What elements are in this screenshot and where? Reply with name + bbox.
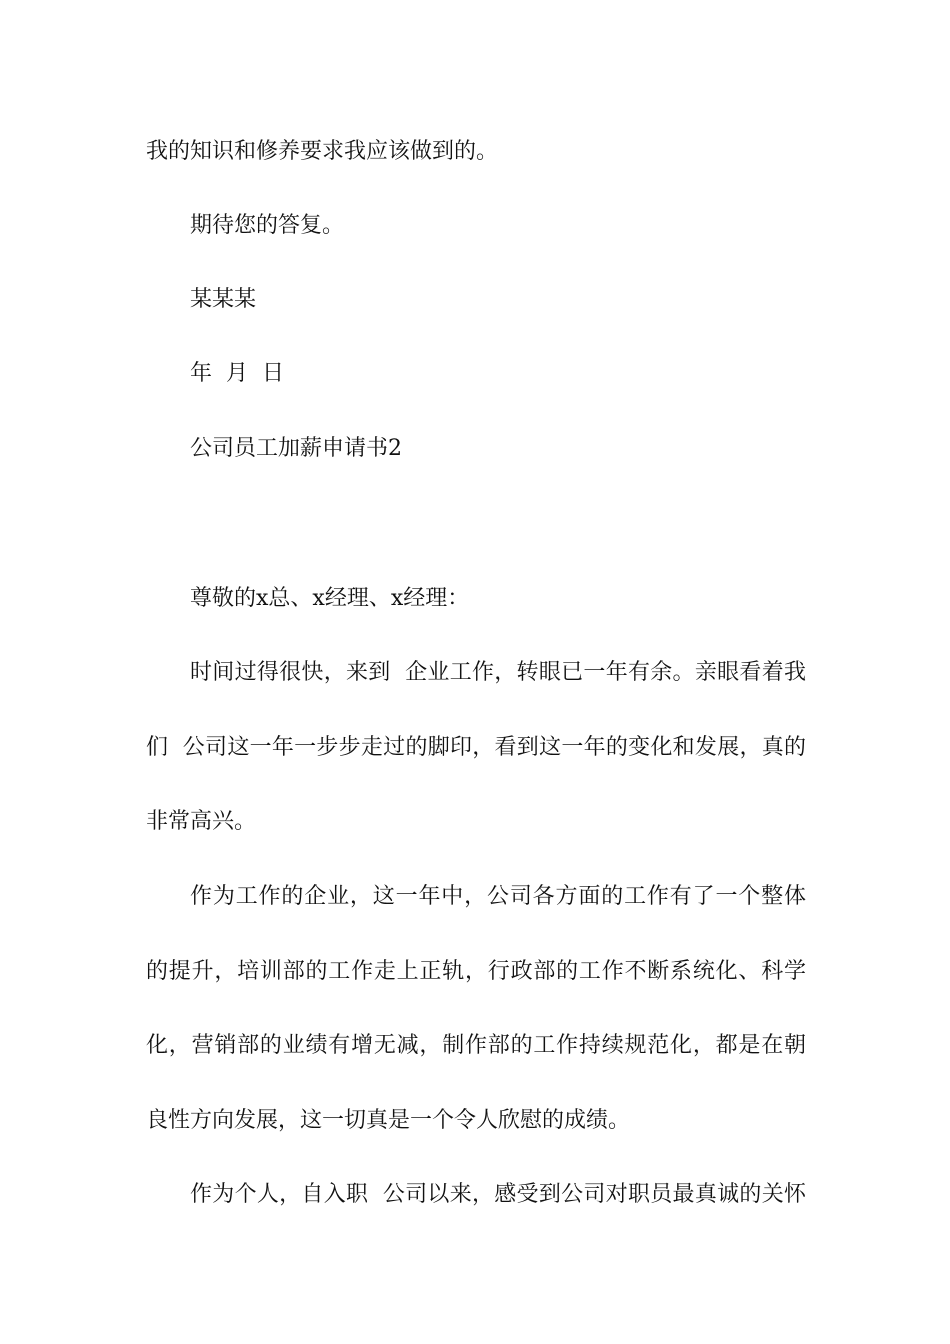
paragraph-line: 们 公司这一年一步步走过的脚印，看到这一年的变化和发展，真的 xyxy=(146,735,806,760)
paragraph-line: 作为工作的企业，这一年中，公司各方面的工作有了一个整体 xyxy=(190,884,806,909)
signature-date: 年 月 日 xyxy=(190,361,284,386)
paragraph-line: 良性方向发展，这一切真是一个令人欣慰的成绩。 xyxy=(146,1108,631,1133)
paragraph-line: 非常高兴。 xyxy=(146,809,257,834)
salutation: 尊敬的x总、x经理、x经理： xyxy=(190,586,470,611)
paragraph-line: 我的知识和修养要求我应该做到的。 xyxy=(146,139,499,164)
section-title: 公司员工加薪申请书2 xyxy=(190,436,402,461)
paragraph-line: 化，营销部的业绩有增无减，制作部的工作持续规范化，都是在朝 xyxy=(146,1033,806,1058)
closing-line: 期待您的答复。 xyxy=(190,213,345,238)
paragraph-line: 作为个人，自入职 公司以来，感受到公司对职员最真诚的关怀 xyxy=(190,1182,806,1207)
signature-name: 某某某 xyxy=(190,287,257,312)
paragraph-line: 时间过得很快，来到 企业工作，转眼已一年有余。亲眼看着我 xyxy=(190,660,806,685)
paragraph-line: 的提升，培训部的工作走上正轨，行政部的工作不断系统化、科学 xyxy=(146,959,806,984)
